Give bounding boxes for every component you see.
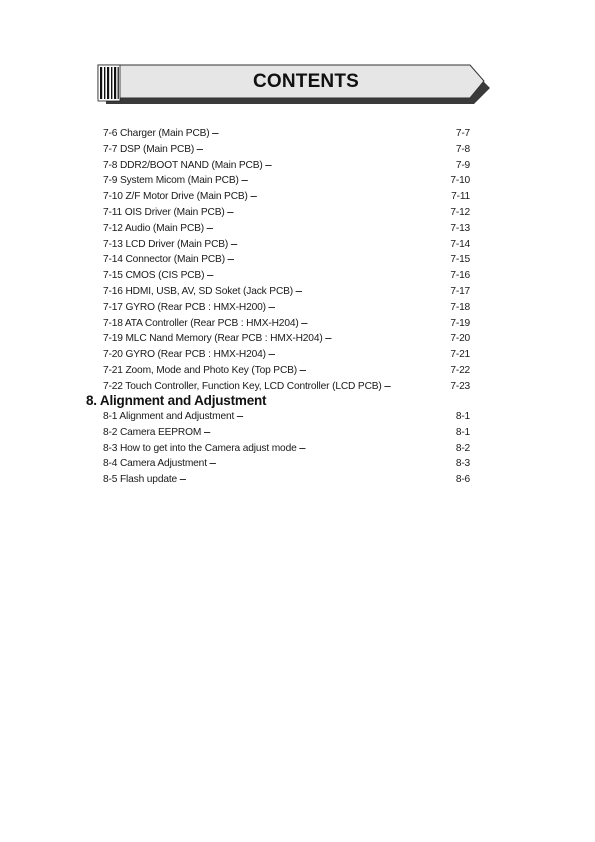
toc-entry-page: 7-15 — [450, 254, 470, 266]
dot-leader — [203, 425, 454, 435]
toc-entry-title: 7-17 GYRO (Rear PCB : HMX-H200) — [103, 301, 266, 313]
dot-leader — [179, 472, 454, 482]
dot-leader — [230, 237, 448, 247]
toc-entry-page: 8-2 — [455, 442, 470, 454]
toc-entry[interactable] — [103, 347, 470, 363]
toc-entry-title: 7-12 Audio (Main PCB) — [103, 222, 205, 234]
toc-entry-title: 7-13 LCD Driver (Main PCB) — [103, 238, 229, 250]
dot-leader — [236, 409, 454, 419]
toc-entry-page: 7-20 — [450, 333, 470, 345]
dot-leader — [206, 268, 448, 278]
toc-entry-title: 7-7 DSP (Main PCB) — [103, 143, 195, 155]
toc-entry[interactable] — [103, 409, 470, 425]
toc-entry[interactable] — [103, 363, 470, 379]
toc-entry[interactable] — [103, 316, 470, 332]
bar-stripes-icon — [98, 65, 120, 101]
toc-entry-page: 7-14 — [450, 238, 470, 250]
toc-entry-page: 7-10 — [450, 175, 470, 187]
contents-banner — [96, 62, 492, 106]
dot-leader — [299, 363, 448, 373]
dot-leader — [265, 158, 454, 168]
toc-entry-title: 7-22 Touch Controller, Function Key, LCD Controller (LCD PCB) — [103, 380, 382, 392]
toc-entry-page: 7-12 — [450, 206, 470, 218]
dot-leader — [295, 284, 448, 294]
dot-leader — [250, 189, 449, 199]
dot-leader — [384, 379, 449, 389]
toc-entry-title: 7-10 Z/F Motor Drive (Main PCB) — [103, 191, 248, 203]
dot-leader — [268, 347, 448, 357]
toc-entry[interactable] — [103, 126, 470, 142]
toc-entry-title: 8-2 Camera EEPROM — [103, 426, 202, 438]
section-heading-8: 8. Alignment and Adjustment — [86, 393, 267, 408]
toc-entry-title: 7-14 Connector (Main PCB) — [103, 254, 225, 266]
toc-entry-page: 7-23 — [450, 380, 470, 392]
toc-entry[interactable] — [103, 300, 470, 316]
toc-entry[interactable] — [103, 441, 470, 457]
toc-entry-page: 7-7 — [455, 128, 470, 139]
toc-entry-page: 8-6 — [455, 474, 470, 486]
toc-entry[interactable] — [103, 189, 470, 205]
toc-entry-title: 7-16 HDMI, USB, AV, SD Soket (Jack PCB) — [103, 285, 294, 297]
toc-entry-page: 7-19 — [450, 317, 470, 329]
toc-entry-title: 8-3 How to get into the Camera adjust mode — [103, 442, 297, 454]
toc-entry-page: 8-1 — [455, 411, 470, 422]
toc-entry-title: 7-6 Charger (Main PCB) — [103, 128, 210, 139]
page-title: CONTENTS — [252, 71, 360, 92]
dot-leader — [209, 456, 454, 466]
dot-leader — [241, 173, 449, 183]
toc-entry[interactable] — [103, 237, 470, 253]
dot-leader — [325, 331, 449, 341]
dot-leader — [212, 126, 454, 136]
toc-entry-title: 8-5 Flash update — [103, 474, 178, 486]
toc-entry[interactable] — [103, 173, 470, 189]
toc-entry-page: 7-8 — [455, 143, 470, 155]
toc-entry-title: 7-21 Zoom, Mode and Photo Key (Top PCB) — [103, 364, 298, 376]
toc-list-section-7 — [103, 126, 470, 395]
toc-entry[interactable] — [103, 142, 470, 158]
toc-entry[interactable] — [103, 284, 470, 300]
toc-list-section-8 — [103, 409, 470, 488]
dot-leader — [206, 221, 448, 231]
toc-entry-title: 7-8 DDR2/BOOT NAND (Main PCB) — [103, 159, 263, 171]
toc-entry-page: 7-22 — [450, 364, 470, 376]
toc-entry-page: 7-16 — [450, 270, 470, 282]
toc-entry-page: 8-1 — [455, 426, 470, 438]
toc-entry-title: 7-18 ATA Controller (Rear PCB : HMX-H204) — [103, 317, 299, 329]
toc-entry-page: 7-21 — [450, 349, 470, 361]
toc-entry-page: 7-13 — [450, 222, 470, 234]
toc-entry[interactable] — [103, 205, 470, 221]
toc-entry-title: 7-20 GYRO (Rear PCB : HMX-H204) — [103, 349, 266, 361]
toc-entry[interactable] — [103, 158, 470, 174]
toc-entry-title: 7-11 OIS Driver (Main PCB) — [103, 206, 225, 218]
toc-entry-title: 7-19 MLC Nand Memory (Rear PCB : HMX-H204) — [103, 333, 323, 345]
dot-leader — [301, 316, 449, 326]
dot-leader — [196, 142, 454, 152]
toc-entry-page: 7-18 — [450, 301, 470, 313]
dot-leader — [299, 441, 454, 451]
toc-entry-page: 8-3 — [455, 458, 470, 470]
toc-entry-page: 7-11 — [451, 191, 470, 203]
toc-entry[interactable] — [103, 425, 470, 441]
toc-entry-title: 7-15 CMOS (CIS PCB) — [103, 270, 205, 282]
toc-entry-title: 8-1 Alignment and Adjustment — [103, 411, 235, 422]
toc-entry[interactable] — [103, 252, 470, 268]
toc-entry[interactable] — [103, 472, 470, 488]
toc-entry[interactable] — [103, 221, 470, 237]
dot-leader — [227, 205, 449, 215]
toc-entry-title: 8-4 Camera Adjustment — [103, 458, 207, 470]
toc-entry[interactable] — [103, 331, 470, 347]
toc-entry[interactable] — [103, 456, 470, 472]
toc-entry-page: 7-17 — [450, 285, 470, 297]
toc-entry-title: 7-9 System Micom (Main PCB) — [103, 175, 239, 187]
dot-leader — [227, 252, 448, 262]
toc-entry[interactable] — [103, 268, 470, 284]
toc-entry-page: 7-9 — [455, 159, 470, 171]
dot-leader — [268, 300, 448, 310]
